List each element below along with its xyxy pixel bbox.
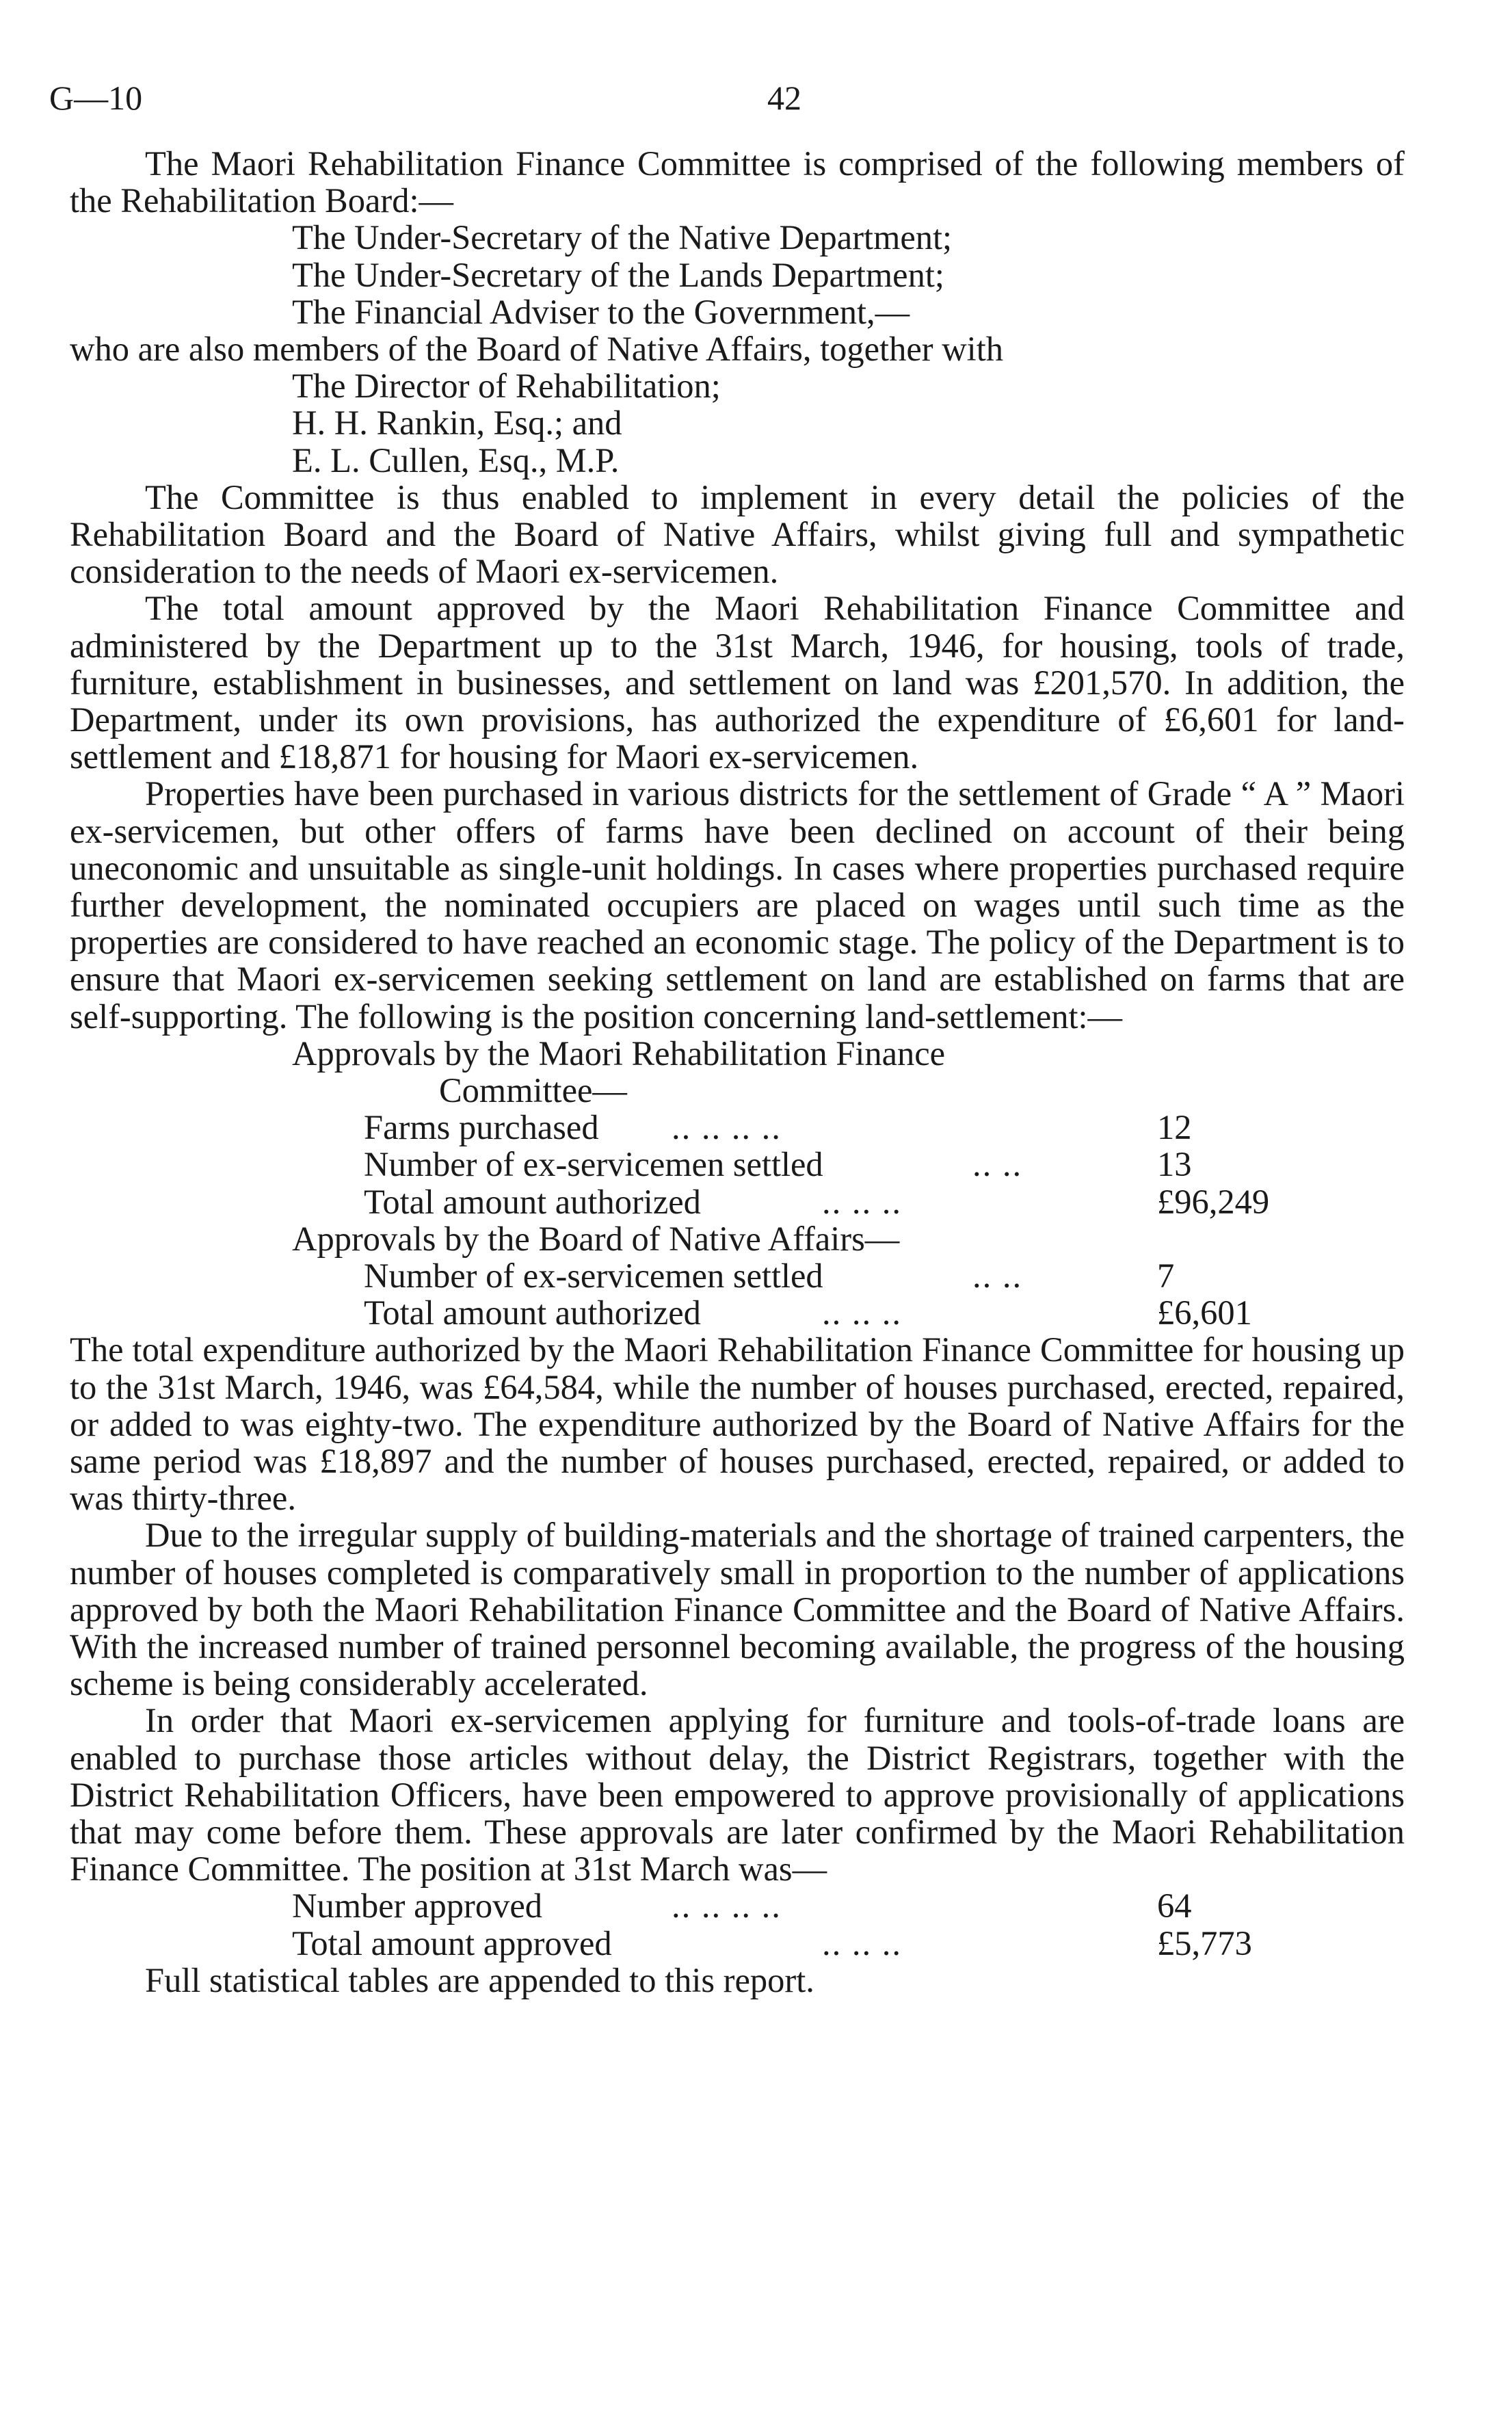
row-label: Number of ex-servicemen settled xyxy=(364,1145,823,1184)
paragraph-housing-expenditure: The total expenditure authorized by the Maori Rehabilitation Finance Committee for housing up to the 31st March, 1946, was £64,584, while the number of houses purchased, erected, repaired, or added to was eighty-two. The expenditure authorized by the Board of Native Affairs for the same period was £18,897 and the number of houses purchased, erected, repaired, or added to was thirty-three. xyxy=(70,1330,1405,1518)
row-label: Number of ex-servicemen settled xyxy=(364,1257,823,1296)
row-value: 12 xyxy=(1157,1108,1192,1147)
row-value: 7 xyxy=(1157,1257,1175,1296)
row-value: £6,601 xyxy=(1157,1293,1252,1332)
row-label: Number approved xyxy=(292,1887,543,1926)
table-row xyxy=(70,1257,1405,1294)
page-number: 42 xyxy=(767,79,801,117)
row-value: 13 xyxy=(1157,1145,1192,1184)
row-label: Total amount authorized xyxy=(364,1293,701,1332)
paragraph-building-materials: Due to the irregular supply of building-materials and the shortage of trained carpenters, the number of houses completed is comparatively small in proportion to the number of applications approved by both the Maori Rehabilitation Finance Committee and the Board of Native Affairs. With the increased number of trained personnel becoming available, the progress of the housing scheme is being considerably accelerated. xyxy=(70,1516,1405,1703)
leader-dots: .. .. .. .. xyxy=(672,1108,782,1147)
row-value: £96,249 xyxy=(1157,1182,1270,1221)
member-line: The Under-Secretary of the Lands Department; xyxy=(292,255,944,294)
row-value: £5,773 xyxy=(1157,1923,1252,1962)
table-heading: Approvals by the Maori Rehabilitation Finance xyxy=(292,1034,946,1073)
paragraph-policy: The Committee is thus enabled to implement in every detail the policies of the Rehabilitation Board and the Board of Native Affairs, whilst giving full and sympathetic consideration to the needs of Maori ex-servicemen. xyxy=(70,477,1405,591)
page-header xyxy=(49,74,1444,122)
paragraph-committee-members: The Maori Rehabilitation Finance Committee is comprised of the following members of the Rehabilitation Board:— xyxy=(70,144,1405,220)
row-label: Farms purchased xyxy=(364,1108,599,1147)
table-row xyxy=(70,1294,1405,1331)
leader-dots: .. .. .. xyxy=(822,1293,902,1332)
leader-dots: .. .. .. xyxy=(822,1182,902,1221)
member-line: The Director of Rehabilitation; xyxy=(292,367,721,406)
table-heading: Approvals by the Board of Native Affairs— xyxy=(292,1219,900,1258)
member-line: The Under-Secretary of the Native Department; xyxy=(292,218,953,257)
member-line: E. L. Cullen, Esq., M.P. xyxy=(292,441,620,479)
member-line: H. H. Rankin, Esq.; and xyxy=(292,404,622,443)
member-line: The Financial Adviser to the Government,— xyxy=(292,292,910,331)
paragraph-closing: Full statistical tables are appended to this report. xyxy=(145,1960,814,1999)
paragraph-loans: In order that Maori ex-servicemen applying for furniture and tools-of-trade loans are enabled to purchase those articles without delay, the District Registrars, together with the District Rehabilitation Officers, have been empowered to approve provisionally of applications that may come before them. These approvals are later confirmed by the Maori Rehabilitation Finance Committee. The position at 31st March was— xyxy=(70,1701,1405,1889)
table-row xyxy=(70,1109,1405,1146)
document-reference: G—10 xyxy=(49,79,143,117)
table-row xyxy=(70,1146,1405,1183)
table-row xyxy=(70,1887,1405,1924)
leader-dots: .. .. .. .. xyxy=(672,1887,782,1926)
table-heading-continued: Committee— xyxy=(439,1071,627,1110)
body-text xyxy=(70,145,1405,1999)
paragraph-properties: Properties have been purchased in various districts for the settlement of Grade “ A ” Maori ex-servicemen, but other offers of farms have been declined on account of their being uneconomic and unsuitable as single-unit holdings. In cases where properties purchased require further development, the nominated occupiers are placed on wages until such time as the properties are considered to have reached an economic stage. The policy of the Department is to ensure that Maori ex-servicemen seeking settlement on land are established on farms that are self-supporting. The following is the position concerning land-settlement:— xyxy=(70,774,1405,1036)
leader-dots: .. .. xyxy=(972,1145,1023,1184)
row-label: Total amount approved xyxy=(292,1923,612,1962)
row-label: Total amount authorized xyxy=(364,1182,701,1221)
row-value: 64 xyxy=(1157,1887,1192,1926)
leader-dots: .. .. .. xyxy=(822,1923,902,1962)
who-line: who are also members of the Board of Native Affairs, together with xyxy=(70,330,1003,369)
table-row xyxy=(70,1925,1405,1962)
table-row xyxy=(70,1183,1405,1220)
paragraph-total-approved: The total amount approved by the Maori Rehabilitation Finance Committee and administered by the Department up to the 31st March, 1946, for housing, tools of trade, furniture, establishment in businesses, and settlement on land was £201,570. In addition, the Department, under its own provisions, has authorized the expenditure of £6,601 for land-settlement and £18,871 for housing for Maori ex-servicemen. xyxy=(70,589,1405,776)
leader-dots: .. .. xyxy=(972,1257,1023,1296)
